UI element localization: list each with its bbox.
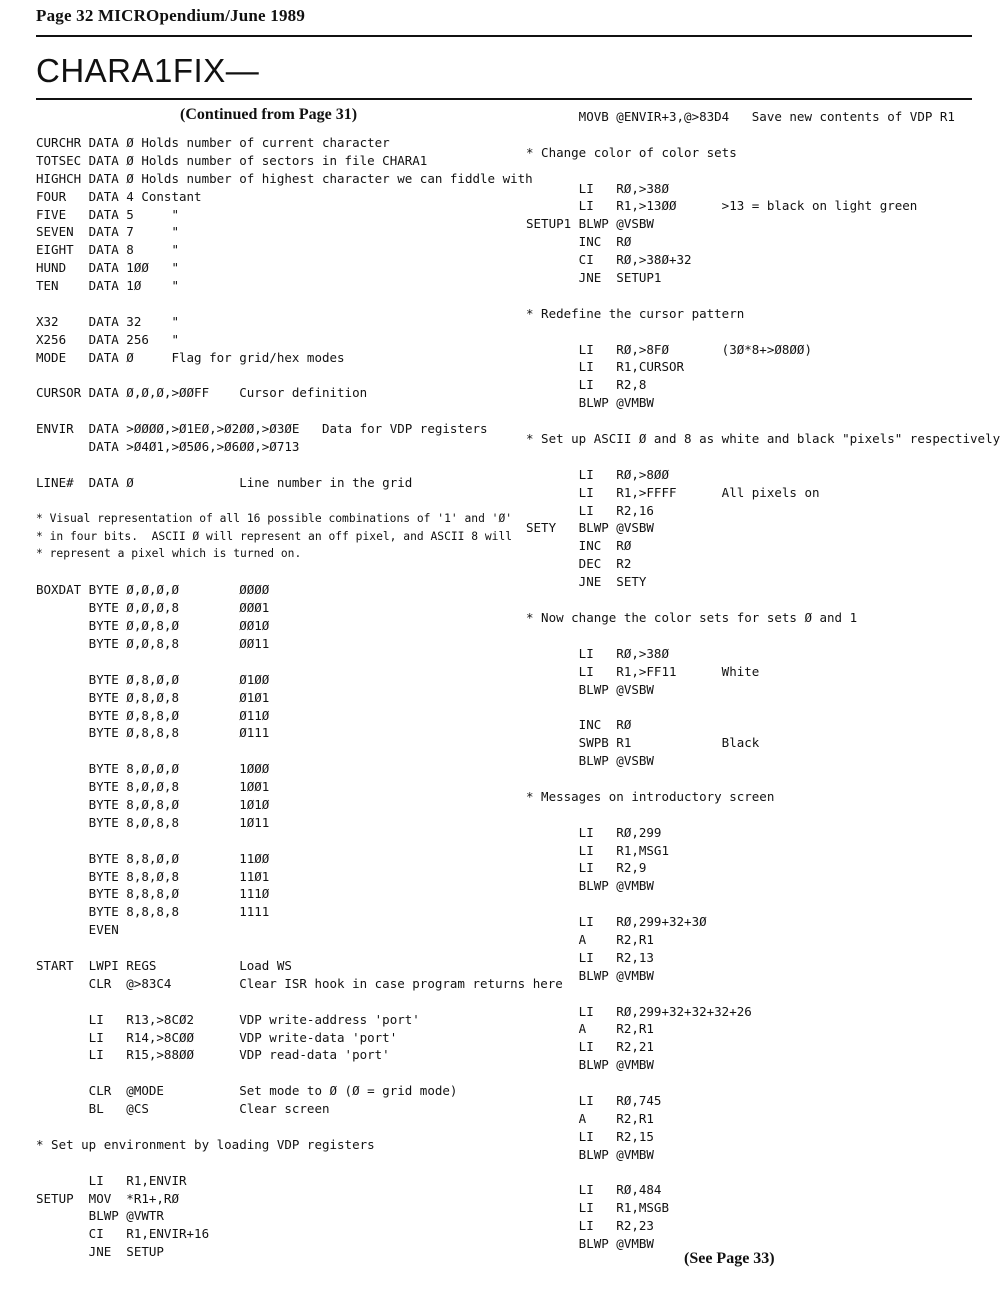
code-line: BLWP @VMBW <box>526 878 654 894</box>
code-line: LI RØ,299+32+3Ø <box>526 914 707 930</box>
code-line: TOTSEC DATA Ø Holds number of sectors in file CHARA1 <box>36 152 428 168</box>
code-line <box>36 492 563 510</box>
code-line <box>36 993 563 1011</box>
code-line: SEVEN DATA 7 " <box>36 224 179 240</box>
code-line: FOUR DATA 4 Constant <box>36 188 202 204</box>
code-line: * Visual representation of all 16 possible combinations of '1' and 'Ø' <box>36 511 513 525</box>
code-line: EVEN <box>36 922 119 938</box>
code-line: BOXDAT BYTE Ø,Ø,Ø,Ø ØØØØ <box>36 582 270 598</box>
code-line <box>526 323 1000 341</box>
code-line <box>526 591 1000 609</box>
code-line: BYTE Ø,8,8,Ø Ø11Ø <box>36 707 270 723</box>
page-header: Page 32 MICROpendium/June 1989 <box>36 6 306 25</box>
code-line: LI R1,MSGB <box>526 1200 669 1216</box>
code-line: ENVIR DATA >ØØØØ,>Ø1EØ,>Ø2ØØ,>Ø3ØE Data for VDP registers <box>36 421 488 437</box>
code-line: LI RØ,>38Ø <box>526 645 669 661</box>
code-line: JNE SETUP1 <box>526 270 662 286</box>
code-line: BYTE Ø,8,8,8 Ø111 <box>36 725 270 741</box>
code-line: LI RØ,>8ØØ <box>526 466 669 482</box>
code-line <box>526 412 1000 430</box>
code-line: * Change color of color sets <box>526 144 737 160</box>
code-line: BLWP @VWTR <box>36 1208 164 1224</box>
code-line: EIGHT DATA 8 " <box>36 242 179 258</box>
code-line: MODE DATA Ø Flag for grid/hex modes <box>36 349 345 365</box>
code-line <box>36 1118 563 1136</box>
code-line <box>526 1164 1000 1182</box>
code-line: BLWP @VSBW <box>526 753 654 769</box>
code-line <box>526 448 1000 466</box>
code-line: BYTE 8,Ø,8,8 1Ø11 <box>36 814 270 830</box>
code-line: SETUP MOV *R1+,RØ <box>36 1190 179 1206</box>
code-listing-left-column <box>36 134 563 1261</box>
code-line <box>36 367 563 385</box>
header-rule <box>36 35 972 37</box>
code-line: A R2,R1 <box>526 931 654 947</box>
code-line: CURSOR DATA Ø,Ø,Ø,>ØØFF Cursor definition <box>36 385 368 401</box>
code-line <box>36 742 563 760</box>
code-listing-right-column <box>526 108 1000 1253</box>
code-line <box>36 295 563 313</box>
code-line: A R2,R1 <box>526 1021 654 1037</box>
code-line <box>526 770 1000 788</box>
code-line: BLWP @VSBW <box>526 681 654 697</box>
code-line <box>526 895 1000 913</box>
code-line: SETUP1 BLWP @VSBW <box>526 216 654 232</box>
code-line: LI RØ,>38Ø <box>526 180 669 196</box>
code-line: BYTE Ø,8,Ø,8 Ø1Ø1 <box>36 689 270 705</box>
code-line: LI RØ,299 <box>526 824 662 840</box>
code-line: LI RØ,>8FØ (3Ø*8+>Ø8ØØ) <box>526 341 812 357</box>
code-line: BYTE 8,Ø,8,Ø 1Ø1Ø <box>36 796 270 812</box>
code-line <box>526 627 1000 645</box>
code-line: LINE# DATA Ø Line number in the grid <box>36 474 413 490</box>
code-line: BLWP @VMBW <box>526 1146 654 1162</box>
code-line <box>526 162 1000 180</box>
code-line: LI R15,>88ØØ VDP read-data 'port' <box>36 1047 390 1063</box>
code-line: BL @CS Clear screen <box>36 1101 330 1117</box>
code-line <box>36 1064 563 1082</box>
code-line: LI RØ,299+32+32+32+26 <box>526 1003 752 1019</box>
code-line: BYTE 8,Ø,Ø,8 1ØØ1 <box>36 779 270 795</box>
code-line <box>36 939 563 957</box>
code-line: LI R13,>8CØ2 VDP write-address 'port' <box>36 1011 420 1027</box>
code-line: LI R1,MSG1 <box>526 842 669 858</box>
code-line: LI R2,13 <box>526 949 654 965</box>
code-line: CURCHR DATA Ø Holds number of current character <box>36 135 390 150</box>
continued-from-note: (Continued from Page 31) <box>180 106 358 123</box>
code-line: LI R2,21 <box>526 1039 654 1055</box>
code-line: LI R14,>8CØØ VDP write-data 'port' <box>36 1029 398 1045</box>
code-line: * in four bits. ASCII Ø will represent an off pixel, and ASCII 8 will <box>36 529 513 543</box>
code-line: HIGHCH DATA Ø Holds number of highest character we can fiddle with <box>36 170 533 186</box>
code-line: BYTE 8,8,Ø,Ø 11ØØ <box>36 850 270 866</box>
code-line: CLR @MODE Set mode to Ø (Ø = grid mode) <box>36 1083 458 1099</box>
code-line: * represent a pixel which is turned on. <box>36 547 302 561</box>
code-line: BYTE 8,Ø,Ø,Ø 1ØØØ <box>36 761 270 777</box>
code-line: LI R2,16 <box>526 502 654 518</box>
code-line <box>526 287 1000 305</box>
code-line <box>526 1074 1000 1092</box>
code-line: START LWPI REGS Load WS <box>36 957 292 973</box>
code-line: CI RØ,>38Ø+32 <box>526 252 692 268</box>
code-line: BLWP @VMBW <box>526 967 654 983</box>
code-line: LI RØ,484 <box>526 1182 662 1198</box>
title-rule <box>36 98 972 100</box>
code-line: X32 DATA 32 " <box>36 313 179 329</box>
code-line: * Set up environment by loading VDP registers <box>36 1136 375 1152</box>
code-line: INC RØ <box>526 538 632 554</box>
code-line: DEC R2 <box>526 556 632 572</box>
code-line: BYTE 8,8,Ø,8 11Ø1 <box>36 868 270 884</box>
code-line: BYTE Ø,8,Ø,Ø Ø1ØØ <box>36 671 270 687</box>
code-line: LI RØ,745 <box>526 1092 662 1108</box>
code-line: A R2,R1 <box>526 1110 654 1126</box>
code-line: LI R2,23 <box>526 1218 654 1234</box>
code-line <box>36 563 563 581</box>
code-line: BLWP @VMBW <box>526 1236 654 1252</box>
code-line: LI R1,>FFFF All pixels on <box>526 484 820 500</box>
code-line: BYTE Ø,Ø,8,8 ØØ11 <box>36 635 270 651</box>
code-line: BYTE Ø,Ø,8,Ø ØØ1Ø <box>36 618 270 634</box>
code-line: BYTE Ø,Ø,Ø,8 ØØØ1 <box>36 600 270 616</box>
code-line: LI R1,ENVIR <box>36 1172 187 1188</box>
code-line: CI R1,ENVIR+16 <box>36 1226 210 1242</box>
code-line: SWPB R1 Black <box>526 735 760 751</box>
code-line: * Now change the color sets for sets Ø and 1 <box>526 609 858 625</box>
article-title: CHARA1FIX— <box>36 52 260 89</box>
code-line <box>36 653 563 671</box>
code-line <box>526 985 1000 1003</box>
code-line: INC RØ <box>526 717 632 733</box>
code-line: BYTE 8,8,8,8 1111 <box>36 904 270 920</box>
code-line: HUND DATA 1ØØ " <box>36 260 179 276</box>
code-line: BYTE 8,8,8,Ø 111Ø <box>36 886 270 902</box>
code-line: DATA >Ø4Ø1,>Ø5Ø6,>Ø6ØØ,>Ø713 <box>36 439 300 455</box>
code-line <box>526 126 1000 144</box>
code-line: MOVB @ENVIR+3,@>83D4 Save new contents of VDP R1 <box>526 109 955 124</box>
code-line: BLWP @VMBW <box>526 1057 654 1073</box>
code-line <box>36 832 563 850</box>
code-line <box>36 1154 563 1172</box>
code-line <box>526 806 1000 824</box>
code-line: JNE SETY <box>526 574 647 590</box>
code-line: LI R1,>FF11 White <box>526 663 760 679</box>
code-line: X256 DATA 256 " <box>36 331 179 347</box>
code-line: LI R1,>13ØØ >13 = black on light green <box>526 198 918 214</box>
code-line: * Messages on introductory screen <box>526 788 775 804</box>
code-line: CLR @>83C4 Clear ISR hook in case program returns here <box>36 975 563 991</box>
continued-on-note: (See Page 33) <box>684 1250 775 1267</box>
code-line: LI R2,9 <box>526 860 647 876</box>
code-line <box>36 402 563 420</box>
code-line: LI R2,8 <box>526 377 647 393</box>
code-line: LI R2,15 <box>526 1128 654 1144</box>
code-line: BLWP @VMBW <box>526 395 654 411</box>
code-line: JNE SETUP <box>36 1244 164 1260</box>
code-line: SETY BLWP @VSBW <box>526 520 654 536</box>
code-line: INC RØ <box>526 234 632 250</box>
code-line: LI R1,CURSOR <box>526 359 685 375</box>
code-line <box>36 456 563 474</box>
code-line: * Redefine the cursor pattern <box>526 305 745 321</box>
code-line <box>526 698 1000 716</box>
code-line: TEN DATA 1Ø " <box>36 278 179 294</box>
code-line: FIVE DATA 5 " <box>36 206 179 222</box>
code-line: * Set up ASCII Ø and 8 as white and black "pixels" respectively <box>526 431 1000 447</box>
